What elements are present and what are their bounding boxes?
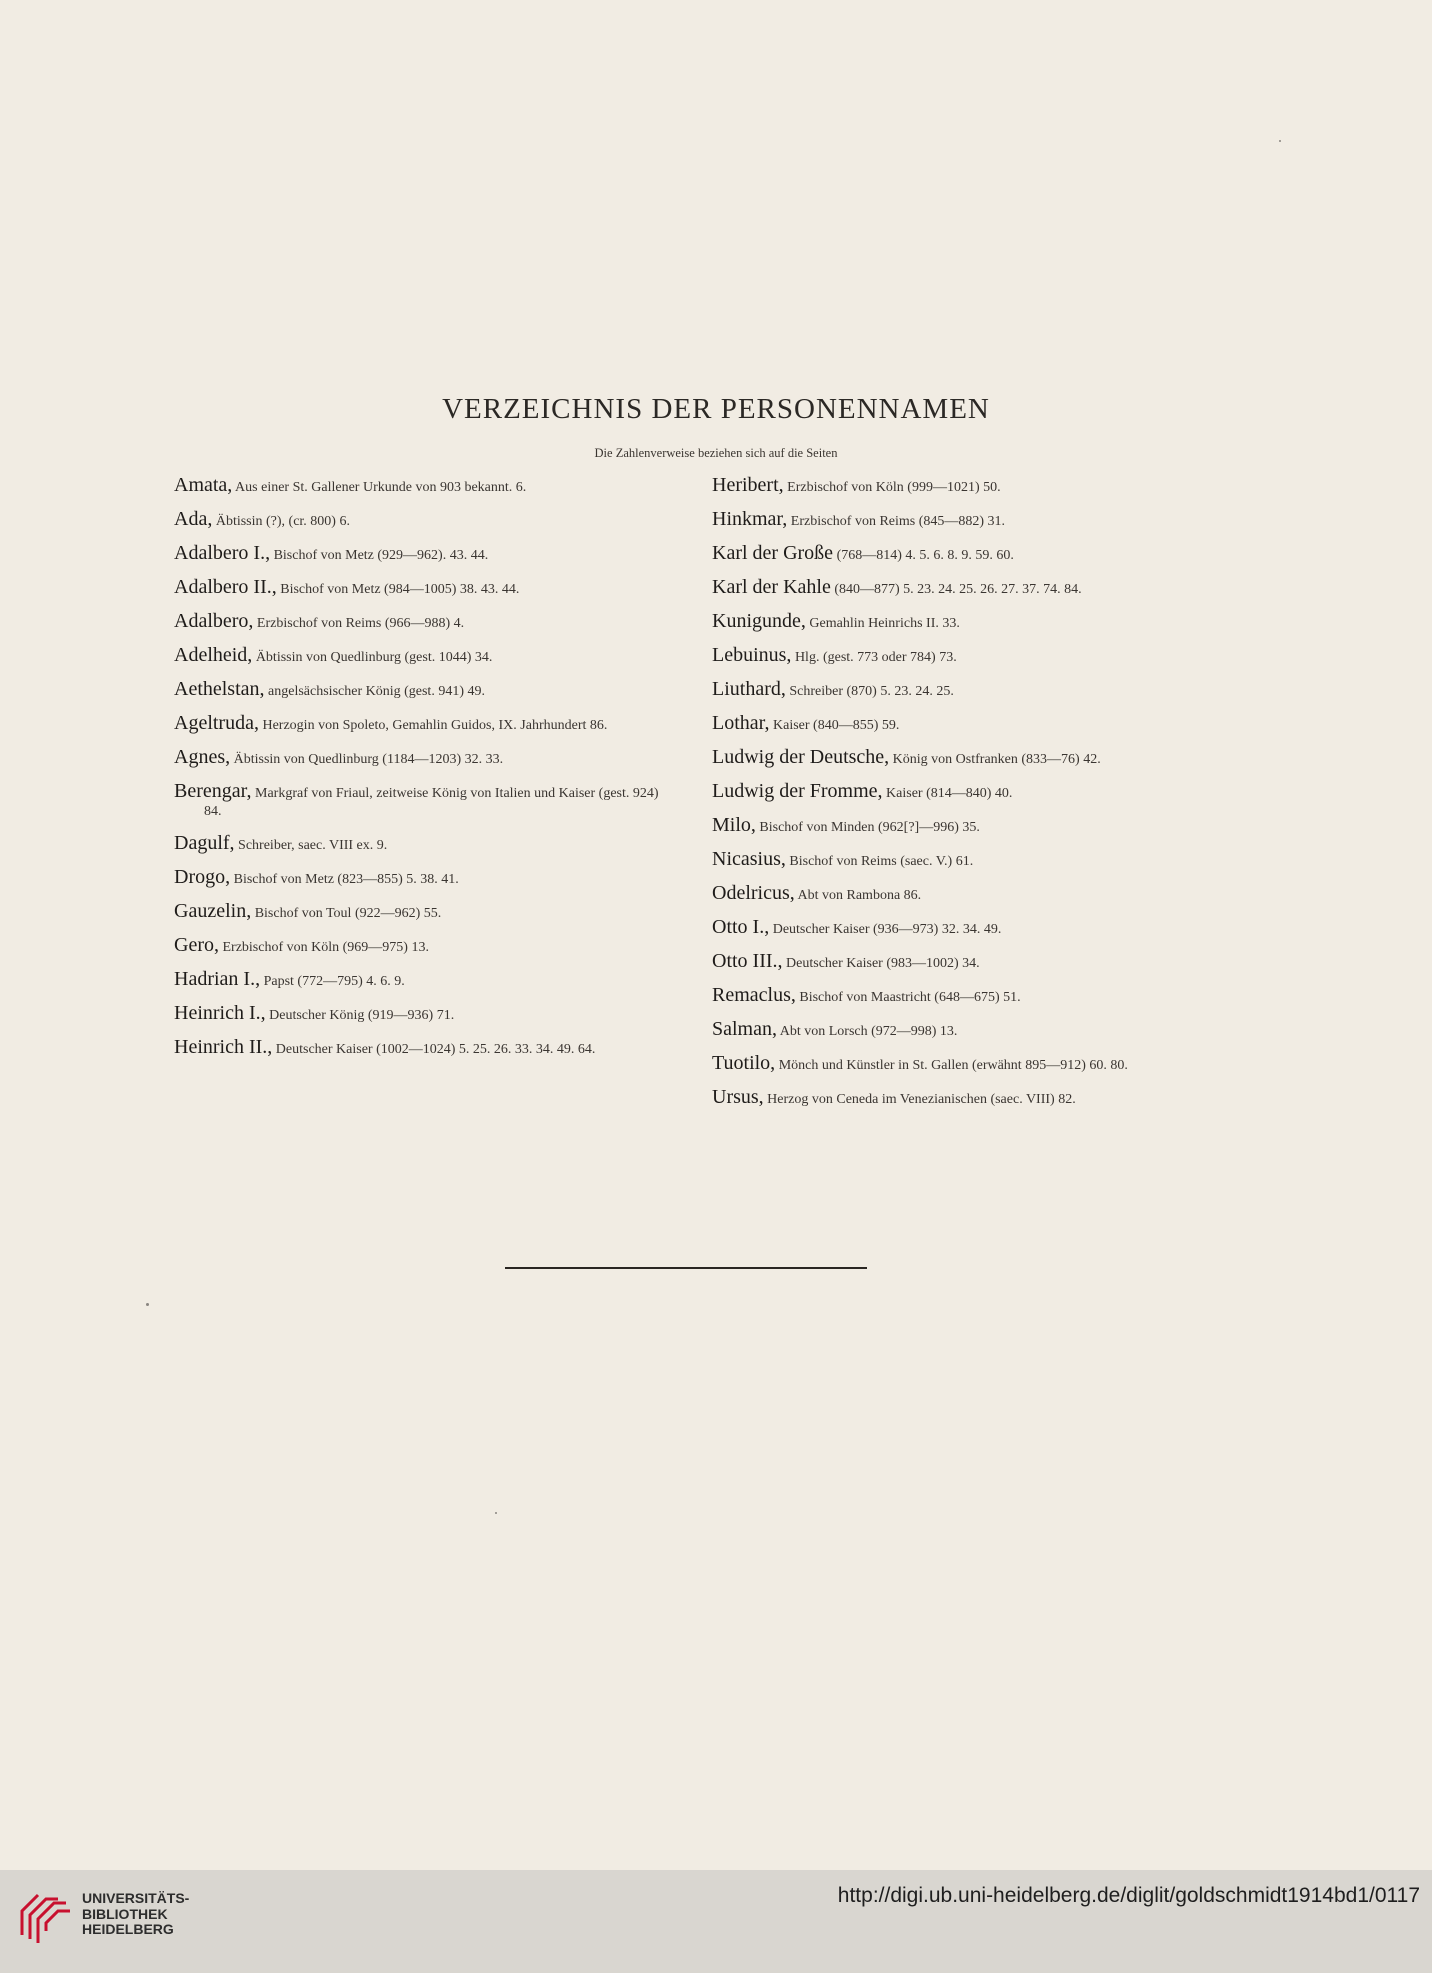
entry-details: (840—877) 5. 23. 24. 25. 26. 27. 37. 74. 84. (834, 582, 1082, 597)
entry-person-name: Tuotilo, (712, 1052, 776, 1074)
index-entry (712, 680, 1212, 701)
paper-speck (1279, 140, 1281, 142)
entry-person-name: Gauzelin, (174, 900, 252, 922)
library-name-line: BIBLIOTHEK (82, 1905, 168, 1922)
entry-details: Kaiser (814—840) 40. (886, 786, 1013, 801)
entry-person-name: Odelricus, (712, 882, 795, 904)
index-entry (174, 578, 674, 599)
entry-person-name: Ursus, (712, 1086, 764, 1108)
entry-details: Erzbischof von Köln (969—975) 13. (222, 940, 429, 955)
index-entry (712, 850, 1212, 871)
entry-details: Mönch und Künstler in St. Gallen (erwähnt 895—912) 60. 80. (778, 1058, 1128, 1073)
index-entry (174, 476, 674, 497)
entry-details: Bischof von Reims (saec. V.) 61. (789, 854, 974, 869)
entry-person-name: Ada, (174, 508, 213, 530)
entry-details: Deutscher König (919—936) 71. (269, 1008, 455, 1023)
index-entry (712, 612, 1212, 633)
index-entry (712, 646, 1212, 667)
page-subtitle: Die Zahlenverweise beziehen sich auf die Seiten (594, 446, 838, 460)
entry-person-name: Adelheid, (174, 644, 253, 666)
university-library-logo-icon[interactable] (14, 1883, 76, 1945)
index-left-column (174, 476, 674, 1072)
entry-person-name: Dagulf, (174, 832, 235, 854)
index-entry (174, 868, 674, 889)
entry-person-name: Lothar, (712, 712, 770, 734)
page-title: VERZEICHNIS DER PERSONENNAMEN (442, 393, 990, 425)
entry-details: Abt von Rambona 86. (797, 888, 922, 903)
index-entry (174, 646, 674, 667)
entry-details: Schreiber (870) 5. 23. 24. 25. (789, 684, 954, 699)
index-entry (712, 1020, 1212, 1041)
entry-details: Deutscher Kaiser (936—973) 32. 34. 49. (772, 922, 1002, 937)
entry-details: Erzbischof von Reims (845—882) 31. (790, 514, 1006, 529)
entry-person-name: Ludwig der Deutsche, (712, 746, 890, 768)
entry-person-name: Adalbero, (174, 610, 254, 632)
index-entry (712, 748, 1212, 769)
entry-details: Bischof von Metz (929—962). 43. 44. (273, 548, 489, 563)
entry-details: Äbtissin von Quedlinburg (1184—1203) 32. 33. (233, 752, 504, 767)
paper-speck (495, 1512, 497, 1514)
index-entry (174, 902, 674, 923)
index-entry (712, 986, 1212, 1007)
entry-details: Bischof von Minden (962[?]—996) 35. (759, 820, 980, 835)
entry-person-name: Adalbero II., (174, 576, 277, 598)
index-entry (174, 834, 674, 855)
entry-details: Hlg. (gest. 773 oder 784) 73. (794, 650, 957, 665)
entry-person-name: Agnes, (174, 746, 231, 768)
entry-person-name: Salman, (712, 1018, 777, 1040)
entry-person-name: Liuthard, (712, 678, 786, 700)
entry-details: Papst (772—795) 4. 6. 9. (263, 974, 405, 989)
entry-person-name: Heinrich II., (174, 1036, 273, 1058)
entry-details: Kaiser (840—855) 59. (773, 718, 900, 733)
index-entry (712, 884, 1212, 905)
entry-details: Bischof von Maastricht (648—675) 51. (799, 990, 1021, 1005)
index-entry (174, 936, 674, 957)
index-entry (174, 1004, 674, 1025)
entry-details: Erzbischof von Köln (999—1021) 50. (787, 480, 1001, 495)
entry-details: Erzbischof von Reims (966—988) 4. (256, 616, 465, 631)
index-entry (174, 680, 674, 701)
index-entry (174, 970, 674, 991)
entry-details: Deutscher Kaiser (1002—1024) 5. 25. 26. 33. 34. 49. 64. (275, 1042, 596, 1057)
entry-person-name: Gero, (174, 934, 219, 956)
entry-person-name: Heinrich I., (174, 1002, 266, 1024)
entry-person-name: Otto I., (712, 916, 770, 938)
entry-person-name: Aethelstan, (174, 678, 265, 700)
entry-person-name: Berengar, (174, 780, 252, 802)
index-entry (712, 918, 1212, 939)
entry-person-name: Karl der Kahle (712, 576, 831, 598)
entry-details: Deutscher Kaiser (983—1002) 34. (786, 956, 980, 971)
entry-details: König von Ostfranken (833—76) 42. (892, 752, 1101, 767)
entry-person-name: Kunigunde, (712, 610, 806, 632)
index-entry (712, 510, 1212, 531)
index-entry (174, 782, 674, 821)
entry-details: Abt von Lorsch (972—998) 13. (779, 1024, 958, 1039)
library-name (82, 1891, 189, 1938)
entry-person-name: Adalbero I., (174, 542, 271, 564)
entry-person-name: Drogo, (174, 866, 231, 888)
entry-details: Aus einer St. Gallener Urkunde von 903 bekannt. 6. (235, 480, 527, 495)
index-entry (174, 612, 674, 633)
permalink-url[interactable]: http://digi.ub.uni-heidelberg.de/diglit/goldschmidt1914bd1/0117 (837, 1884, 1420, 1907)
entry-details: Äbtissin von Quedlinburg (gest. 1044) 34. (255, 650, 493, 665)
entry-person-name: Hinkmar, (712, 508, 788, 530)
index-entry (712, 1054, 1212, 1075)
entry-details: Markgraf von Friaul, zeitweise König von Italien und Kaiser (gest. 924) 84. (204, 786, 659, 819)
index-entry (174, 714, 674, 735)
paper-speck (146, 1303, 149, 1306)
entry-person-name: Otto III., (712, 950, 783, 972)
index-entry (712, 544, 1212, 565)
entry-person-name: Milo, (712, 814, 756, 836)
entry-details: Bischof von Toul (922—962) 55. (254, 906, 442, 921)
entry-person-name: Lebuinus, (712, 644, 792, 666)
entry-person-name: Karl der Große (712, 542, 834, 564)
entry-person-name: Amata, (174, 474, 233, 496)
entry-details: Herzog von Ceneda im Venezianischen (saec. VIII) 82. (767, 1092, 1076, 1107)
entry-details: (768—814) 4. 5. 6. 8. 9. 59. 60. (836, 548, 1014, 563)
entry-details: angelsächsischer König (gest. 941) 49. (268, 684, 485, 699)
entry-person-name: Hadrian I., (174, 968, 261, 990)
closing-rule-divider (505, 1267, 867, 1269)
index-entry (174, 748, 674, 769)
entry-details: Bischof von Metz (984—1005) 38. 43. 44. (280, 582, 520, 597)
library-name-line: HEIDELBERG (82, 1921, 174, 1937)
index-entry (712, 714, 1212, 735)
index-entry (712, 578, 1212, 599)
index-entry (712, 952, 1212, 973)
index-right-column (712, 476, 1212, 1122)
index-entry (174, 510, 674, 531)
entry-details: Schreiber, saec. VIII ex. 9. (238, 838, 388, 853)
index-entry (712, 816, 1212, 837)
index-entry (174, 544, 674, 565)
entry-details: Gemahlin Heinrichs II. 33. (809, 616, 960, 631)
entry-details: Herzogin von Spoleto, Gemahlin Guidos, IX. Jahrhundert 86. (262, 718, 608, 733)
entry-person-name: Ludwig der Fromme, (712, 780, 883, 802)
library-name-line: UNIVERSITÄTS- (82, 1890, 190, 1906)
entry-person-name: Heribert, (712, 474, 784, 496)
index-entry (174, 1038, 674, 1059)
index-entry (712, 476, 1212, 497)
index-entry (712, 782, 1212, 803)
index-entry (712, 1088, 1212, 1109)
entry-person-name: Ageltruda, (174, 712, 259, 734)
entry-details: Äbtissin (?), (cr. 800) 6. (215, 514, 350, 529)
entry-person-name: Remaclus, (712, 984, 796, 1006)
entry-details: Bischof von Metz (823—855) 5. 38. 41. (233, 872, 459, 887)
entry-person-name: Nicasius, (712, 848, 786, 870)
